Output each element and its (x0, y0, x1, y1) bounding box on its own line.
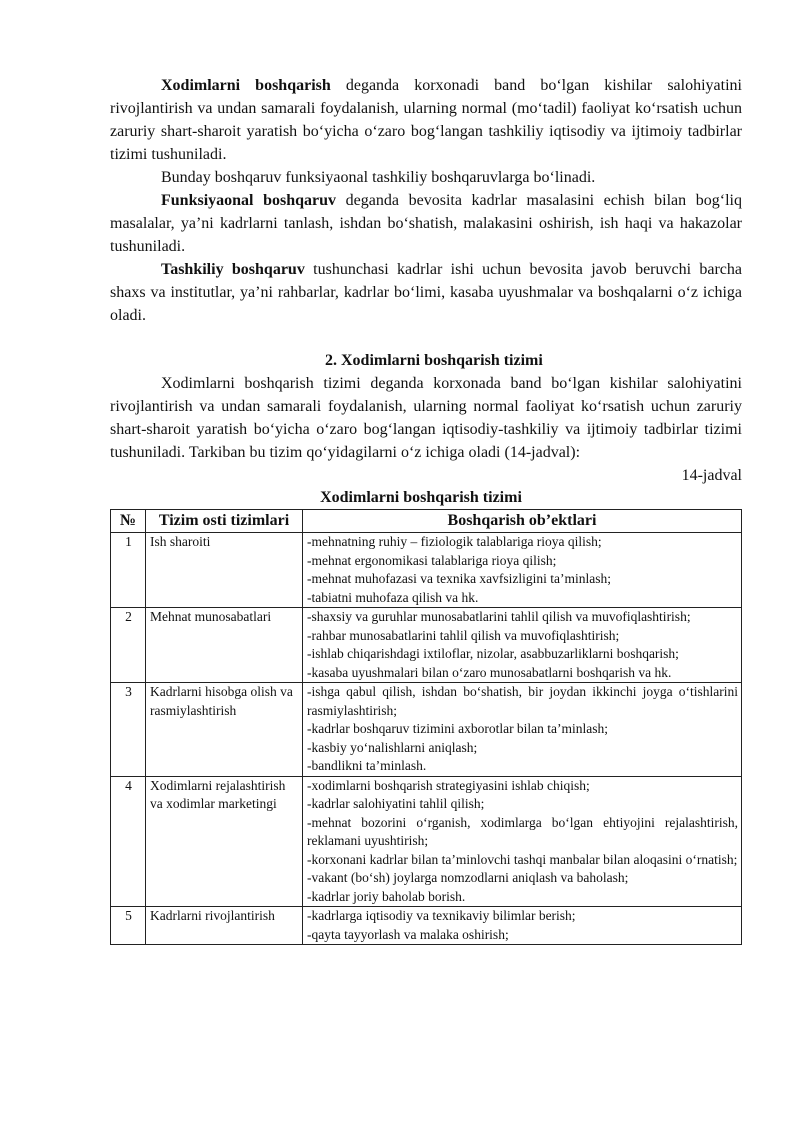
object-item: -mehnat bozorini o‘rganish, xodimlarga bo‘lgan ehtiyojini rejalashtirish, reklamani uyushtirish; (307, 814, 738, 848)
object-item: -xodimlarni boshqarish strategiyasini ishlab chiqish; (307, 777, 590, 793)
object-item: -kadrlar joriy baholab borish. (307, 888, 466, 904)
term-bold: Funksiyaonal boshqaruv (161, 192, 337, 209)
row-subsystem: Kadrlarni hisobga olish va rasmiylashtirish (146, 683, 303, 777)
object-item: -tabiatni muhofaza qilish va hk. (307, 589, 479, 605)
object-item: -korxonani kadrlar bilan ta’minlovchi tashqi manbalar bilan aloqasini o‘rnatish; (307, 851, 738, 867)
intro-paragraph-1 (110, 74, 742, 166)
row-objects (303, 776, 742, 907)
row-subsystem: Kadrlarni rivojlantirish (146, 907, 303, 945)
object-item: -ishga qabul qilish, ishdan bo‘shatish, bir joydan ikkinchi joyga o‘tishlarini rasmiylashtirish; (307, 684, 738, 718)
row-objects (303, 907, 742, 945)
table-row (111, 907, 742, 945)
object-item: -kadrlarga iqtisodiy va texnikaviy bilimlar berish; (307, 908, 576, 923)
row-number: 1 (111, 533, 146, 608)
document-page (110, 74, 742, 945)
object-item: -mehnatning ruhiy – fiziologik talablariga rioya qilish; (307, 534, 602, 549)
object-item: -kasaba uyushmalari bilan o‘zaro munosabatlarni boshqarish va hk. (307, 664, 672, 680)
row-objects (303, 533, 742, 608)
row-objects (303, 608, 742, 683)
object-item: -qayta tayyorlash va malaka oshirish; (307, 926, 509, 942)
intro-paragraph-3 (110, 189, 742, 258)
object-item: -bandlikni ta’minlash. (307, 758, 427, 773)
section-heading: 2. Xodimlarni boshqarish tizimi (325, 352, 543, 369)
table-row (111, 683, 742, 777)
header-subsystem: Tizim osti tizimlari (146, 510, 303, 533)
table-title: Xodimlarni boshqarish tizimi (320, 489, 522, 506)
object-item: -vakant (bo‘sh) joylarga nomzodlarni aniqlash va baholash; (307, 870, 629, 885)
subsystems-table (110, 509, 742, 945)
row-subsystem: Mehnat munosabatlari (146, 608, 303, 683)
table-row (111, 608, 742, 683)
object-item: -shaxsiy va guruhlar munosabatlarini tahlil qilish va muvofiqlashtirish; (307, 609, 691, 624)
object-item: -mehnat ergonomikasi talablariga rioya qilish; (307, 552, 557, 568)
intro-paragraph-2: Bunday boshqaruv funksiyaonal tashkiliy boshqaruvlarga bo‘linadi. (161, 169, 596, 186)
table-header-row (111, 510, 742, 533)
header-objects: Boshqarish ob’ektlari (303, 510, 742, 533)
table-row (111, 776, 742, 907)
row-subsystem: Ish sharoiti (146, 533, 303, 608)
row-subsystem: Xodimlarni rejalashtirish va xodimlar marketingi (146, 776, 303, 907)
row-number: 5 (111, 907, 146, 945)
object-item: -rahbar munosabatlarini tahlil qilish va muvofiqlashtirish; (307, 627, 620, 643)
row-number: 4 (111, 776, 146, 907)
header-number: № (111, 510, 146, 533)
row-number: 2 (111, 608, 146, 683)
table-row (111, 533, 742, 608)
table-number: 14-jadval (681, 467, 742, 484)
intro-paragraph-4 (110, 258, 742, 327)
term-bold: Tashkiliy boshqaruv (161, 261, 305, 278)
paragraph-text: tushunchasi kadrlar ishi uchun bevosita javob beruvchi barcha shaxs va institutlar, ya’ni rahbarlar, kadrlar bo‘limi, kasaba uyushmalar va boshqalarni o‘z ichiga oladi. (110, 261, 743, 324)
section-paragraph: Xodimlarni boshqarish tizimi deganda korxonada band bo‘lgan kishilar salohiyatini rivojlantirish va undan samarali foydalanish, ularning normal faoliyat ko‘rsatish uchun zaruriy shart-sharoit yaratish bo‘yicha o‘zaro bog‘langan iqtisodiy-tashkiliy va ijtimoiy tadbirlar tizimi tushuniladi. Tarkiban bu tizim qo‘yidagilarni o‘z ichiga oladi (14-jadval): (110, 375, 742, 461)
object-item: -ishlab chiqarishdagi ixtiloflar, nizolar, asabbuzarliklarni boshqarish; (307, 646, 679, 661)
object-item: -mehnat muhofazasi va texnika xavfsizligini ta’minlash; (307, 571, 612, 586)
row-number: 3 (111, 683, 146, 777)
object-item: -kasbiy yo‘nalishlarni aniqlash; (307, 739, 478, 755)
paragraph-text: deganda bevosita kadrlar masalasini echish bilan bog‘liq masalalar, ya’ni kadrlarni tanlash, ishdan bo‘shatish, malakasini oshirish, ish haqi va hakazolar tushuniladi. (110, 192, 743, 255)
term-bold: Xodimlarni boshqarish (161, 77, 331, 94)
paragraph-text: deganda korxonadi band bo‘lgan kishilar salohiyatini rivojlantirish va undan samarali foydalanish, ularning normal (mo‘tadil) faoliyat ko‘rsatish uchun zaruriy shart-sharoit yaratish bo‘yicha o‘zaro bog‘langan tashkiliy iqtisodiy va ijtimoiy tadbirlar tizimi tushuniladi. (110, 77, 742, 163)
object-item: -kadrlar boshqaruv tizimini axborotlar bilan ta’minlash; (307, 721, 609, 736)
object-item: -kadrlar salohiyatini tahlil qilish; (307, 796, 485, 811)
row-objects (303, 683, 742, 777)
